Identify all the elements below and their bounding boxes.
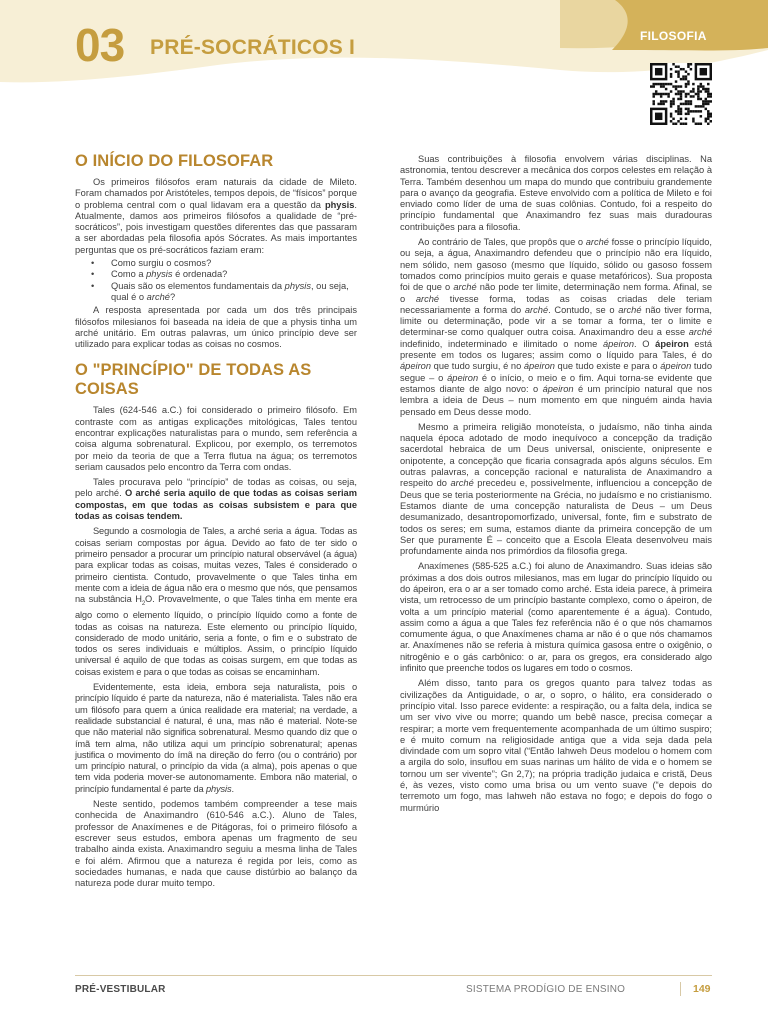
paragraph: Mesmo a primeira religião monoteísta, o judaísmo, não tinha ainda naquela época adotado de modo inequívoco a concepção da tradição sacerdotal hebraica de um Deus universal, onisciente, onipresente e onipotente, a concepção que ficaria consagrada após alguns séculos. Em outras palavras, a concepção racional e naturalista de Anaximandro a respeito do arché precedeu e, possivelmente, influenciou a concepção de Deus que se teria posteriormente na Grécia, no judaísmo e no cristianismo. Estamos diante de uma concepção naturalista de Deus – um Deus desumanizado, desantropomorfizado, universal, fonte, fim e substrato de todos os seres; em suma, estamos diante da primeira concepção de um Ser que puramente É – conceito que a Escola Eleata desenvolveu mais profundamente ainda nos primórdios da filosofia grega. <box>400 421 712 557</box>
subject-label: FILOSOFIA <box>640 29 707 43</box>
footer-divider <box>75 975 712 976</box>
paragraph: Anaxímenes (585-525 a.C.) foi aluno de Anaximandro. Suas ideias são próximas a dos dois outros milesianos, mas em lugar do princípio líquido ou do ápeiron, era o ar a ser tomado como arché. Esta ideia parece, à primeira vista, um retrocesso de um princípio bastante complexo, como o ápeiron, de volta a um princípio material (como aparentemente é a água). Contudo, assim como a água a que Tales fez referência não é o que nós chamamos comumente água, o que Anaxímenes chama ar não é o que nós chamamos ar. Anaxímenes não se referia à mistura química gasosa entre o oxigênio, o nitrogênio e o gás carbônico: o ar, para os gregos, era considerado algo infinito que preenche todos os lugares em todo o cosmos. <box>400 561 712 674</box>
paragraph: Segundo a cosmologia de Tales, a arché seria a água. Todas as coisas seriam compostas por água. Devido ao fato de ter sido o primeiro pensador a procurar um princípio natural observável (a água) para explicar todas as coisas, muitas vezes, Tales é considerado o primeiro cientista. Contudo, provavelmente o que Tales tinha em mente com a ideia de água não era o mesmo que nós, que pensamos na substância $H_2O$. Provavelmente, o que Tales tinha em mente era algo como o elemento líquido, o princípio líquido como a fonte de todas as coisas na natureza. Este elemento ou princípio líquido, considerado de modo unitário, seria a fonte, o fim e o substrato de todos os seres individuais e múltiplos. Assim, o princípio líquido universal é aquilo de que todas as coisas surgem, em que todas as coisas existem e para o que todas as coisas se encaminham. <box>75 526 357 677</box>
question-list <box>75 258 357 303</box>
paragraph: Ao contrário de Tales, que propôs que o arché fosse o princípio líquido, ou seja, a água, Anaximandro defendeu que o princípio não era líquido, nem sólido, nem gasoso (mesmo que líquido, sólido ou gasoso fossem tomados como princípios muito gerais e quase metafóricos). Sua proposta foi de que o arché não pode ter limite, determinação nem forma. Afinal, se o arché tivesse forma, todas as coisas criadas dele teriam necessariamente a forma do arché. Contudo, se o arché não tiver forma, limite ou determinação, pode vir a se tomar a forma, ter o limite e determinar-se como qualquer outra coisa. Anaximandro deu a esse arché indefinido, indeterminado e ilimitado o nome ápeiron. O ápeiron está presente em todos os lugares; assim como o líquido para Tales, é do ápeiron que tudo surgiu, é no ápeiron que tudo existe e para o ápeiron tudo segue – o ápeiron é o início, o meio e o fim. Aqui torna-se evidente que estamos diante de algo novo: o ápeiron é um princípio natural que nos lembra a ideia de Deus – num momento em que ninguém ainda havia pensado em Deus desse modo. <box>400 237 713 417</box>
footer-course: PRÉ-VESTIBULAR <box>75 984 166 995</box>
paragraph: Além disso, tanto para os gregos quanto para talvez todas as civilizações da Antiguidade, o ar, o sopro, o hálito, era considerado o princípio vital. Isso parece evidente: a respiração, ou a falta dela, indica se um ser vivo vive ou morre; quando um bebê nasce, precisa começar a respirar; a morte vem frequentemente acompanhada de um último suspiro; e é muito comum na religiosidade antiga que a vida seja dada pela divindade com um sopro vital (“Então Iahweh Deus modelou o homem com a argila do solo, insuflou em suas narinas um hálito de vida e o homem se tornou um ser vivente”; Gn 2,7); na própria tradição judaica e cristã, Deus é, às vezes, visto como uma brisa ou um vento suave (“e depois do terremoto um fogo, mas Iahweh não estava no fogo; e depois do fogo o murmúrio <box>400 678 712 813</box>
paragraph: A resposta apresentada por cada um dos três principais filósofos milesianos foi baseada na ideia de que a physis tinha um arché unitário. Em outras palavras, um único princípio deve ser utilizado para explicar todas as coisas no cosmos. <box>75 305 357 350</box>
footer-separator <box>680 982 681 996</box>
list-item: • Como a physis é ordenada? <box>91 269 228 280</box>
list-item: • Como surgiu o cosmos? <box>91 258 212 269</box>
paragraph: Os primeiros filósofos eram naturais da cidade de Mileto. Foram chamados por Aristóteles, tempos depois, de “físicos” porque o problema central com o qual lidavam era a questão da physis. Atualmente, damos aos primeiros filósofos a qualidade de “pré-socráticos”, pois investigam questões diferentes das que passaram a ser abordadas pela filosofia após Sócrates. As mais importantes perguntas que os pré-socráticos faziam eram: <box>75 176 357 255</box>
page-number: 149 <box>693 983 711 995</box>
section-title-inicio: O INÍCIO DO FILOSOFAR <box>75 152 274 170</box>
paragraph: Evidentemente, esta ideia, embora seja naturalista, pois o princípio líquido é parte da natureza, não é materialista. Tales não era um filósofo para quem a única realidade era material; na verdade, a realidade substancial é natural, é una, mas não é material. Note-se que não material não significa sobrenatural. Mesmo quando diz que o ímã tem alma, não utiliza aqui um princípio sobrenatural; apenas justifica o movimento do ímã na direção do ferro (ou o contrário) por um princípio natural, o princípio da vida (a alma), pois apenas o que tem vida poderia mover-se autonomamente. Embora não material, o princípio fundamental é parte da physis. <box>75 682 357 794</box>
qr-code-icon[interactable] <box>650 63 712 125</box>
right-column <box>400 154 712 814</box>
page-header <box>0 0 768 150</box>
qr-code-graphic <box>650 63 712 125</box>
chapter-number: 03 <box>75 19 125 71</box>
paragraph: Tales (624-546 a.C.) foi considerado o primeiro filósofo. Em contraste com as antigas explicações mitológicas, Tales tentou encontrar explicações naturalistas para o mundo, sem referência a coisa alguma sobrenatural. Explicou, por exemplo, os terremotos por meio da teoria de que a Terra flutua na água; os terremotos seriam causados pelo encontro da Terra com ondas. <box>75 405 357 472</box>
footer-system: SISTEMA PRODÍGIO DE ENSINO <box>466 984 626 995</box>
left-column <box>75 152 357 889</box>
list-item: • Quais são os elementos fundamentais da physis, ou seja, qual é o arché? <box>91 280 349 302</box>
chapter-title: PRÉ-SOCRÁTICOS I <box>150 36 356 59</box>
paragraph: Tales procurava pelo “princípio” de todas as coisas, ou seja, pelo arché. O arché seria aquilo de que todas as coisas seriam compostas, em que todas as coisas subsistem e para que todas as coisas tendem. <box>75 477 357 522</box>
paragraph: Suas contribuições à filosofia envolvem várias disciplinas. Na astronomia, tentou descrever a mecânica dos corpos celestes em relação à Terra. Também desenhou um mapa do mundo que contribuiu grandemente para o avanço da geografia. Esteve envolvido com a política de Mileto e foi enviado como líder de uma de suas colônias. Contudo, foi a respeito do princípio fundamental que Anaximandro fez suas mais duradouras contribuições para a filosofia. <box>400 154 712 232</box>
section-title-principio: O "PRINCÍPIO" DE TODAS AS COISAS <box>75 361 312 399</box>
paragraph: Neste sentido, podemos também compreender a tese mais conhecida de Anaximandro (610-546 a.C.). Aluno de Tales, professor de Anaxímenes e de Pitágoras, foi o primeiro filósofo a escrever seus estudos, embora apenas um fragmento de seu trabalho ainda exista. Anaximandro seguiu a mesma linha de Tales e foi além. Afirmou que a natureza é regida por leis, como as sociedades humanas, e nada que cause distúrbio ao balanço da natureza pode durar muito tempo. <box>75 799 357 889</box>
